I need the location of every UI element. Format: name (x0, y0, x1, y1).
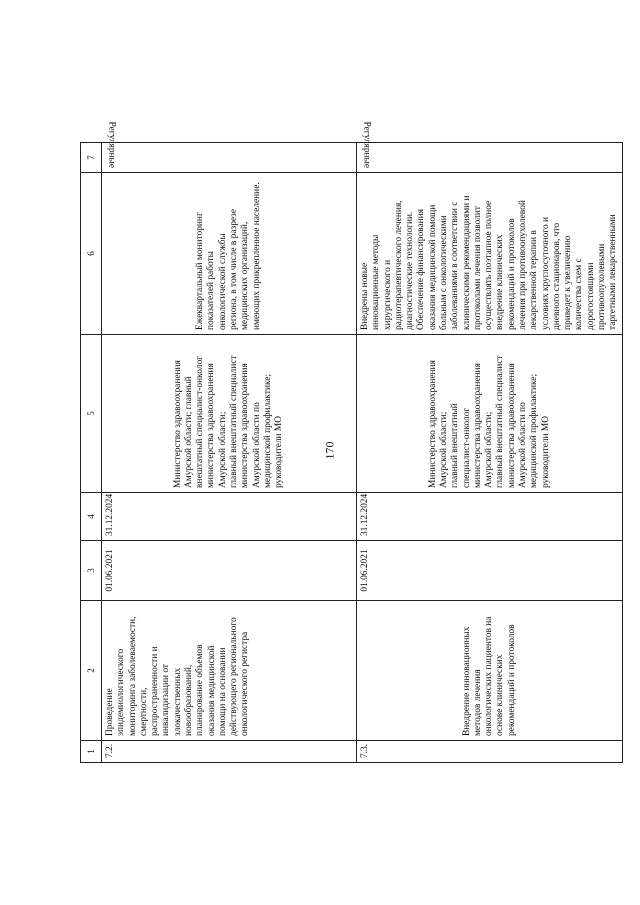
responsible-text: Министерство здравоохранения Амурской области; главный внештатный специалист-онколог министерства здравоохранения Амурской области; главный внештатный специалист министерства здравоохранения Амурской области по медицинской профилактике; руководители МО (427, 355, 551, 488)
table-row (357, 143, 623, 763)
event-cell (357, 601, 623, 741)
status-text: Регулярные (361, 121, 372, 168)
result-cell (357, 173, 623, 335)
event-text: Внедрение инновационных методов лечения онкологических пациентов на основе клинических рекомендаций и протоколов (461, 616, 517, 736)
start-date: 01.06.2021 (102, 541, 357, 601)
column-number-4: 4 (81, 493, 102, 541)
column-number-2: 2 (81, 601, 102, 741)
column-number-5: 5 (81, 335, 102, 493)
column-number-row (81, 143, 102, 763)
result-cell (102, 173, 357, 335)
end-date: 31.12.2024 (357, 493, 623, 541)
event-cell (102, 601, 357, 741)
row-number: 7.2. (102, 741, 357, 763)
responsible-cell (357, 335, 623, 493)
start-date: 01.06.2021 (357, 541, 623, 601)
result-text: Ежеквартальный мониторинг показателей работы онкологической службы региона, в том числе в разрезе медицинских организаций, имеющих прикрепленное население. (195, 182, 262, 330)
responsible-cell (102, 335, 357, 493)
status-cell (357, 121, 623, 173)
column-number-1: 1 (81, 741, 102, 763)
page-number: 170 (322, 441, 337, 460)
rotated-table-container (80, 121, 619, 763)
column-number-6: 6 (81, 173, 102, 335)
row-number: 7.3. (357, 741, 623, 763)
status-text: Регулярные (106, 121, 117, 168)
status-cell (102, 121, 357, 173)
responsible-text: Министерство здравоохранения Амурской области; главный внештатный специалист-онколог министерства здравоохранения Амурской области; главный внештатный специалист министерства здравоохранения Амурской области по медицинской профилактике; руководители МО (172, 355, 285, 488)
event-text: Проведение эпидемиологического мониторинга заболеваемости, смертности, распространенности и инвалидизации от злокачественных новообразований, планирование объемов оказания медицинской помощи на основании действующего регионального онкологического регистра (105, 616, 251, 736)
end-date: 31.12.2024 (102, 493, 357, 541)
result-text: Внедрены новые инновационные методы хирургического и радиотерапевтического лечения, диагностические технологии. Обеспечение финансирования оказания медицинской помощи больным с онкологическими заболеваниями в соответствии с клиническими рекомендациями и протоколами лечения позволит осуществлять поэтапное полное внедрение клинических рекомендаций и протоколов лечения при противоопухолевой лекарственной терапии в условиях круглосуточного и дневного стационаров, что приведет к увеличению количества схем с дорогостоящими противоопухолевыми таргетными лекарственными (360, 195, 619, 330)
table-row (102, 143, 357, 763)
column-number-7: 7 (81, 143, 102, 173)
column-number-3: 3 (81, 541, 102, 601)
measures-table (80, 121, 623, 763)
